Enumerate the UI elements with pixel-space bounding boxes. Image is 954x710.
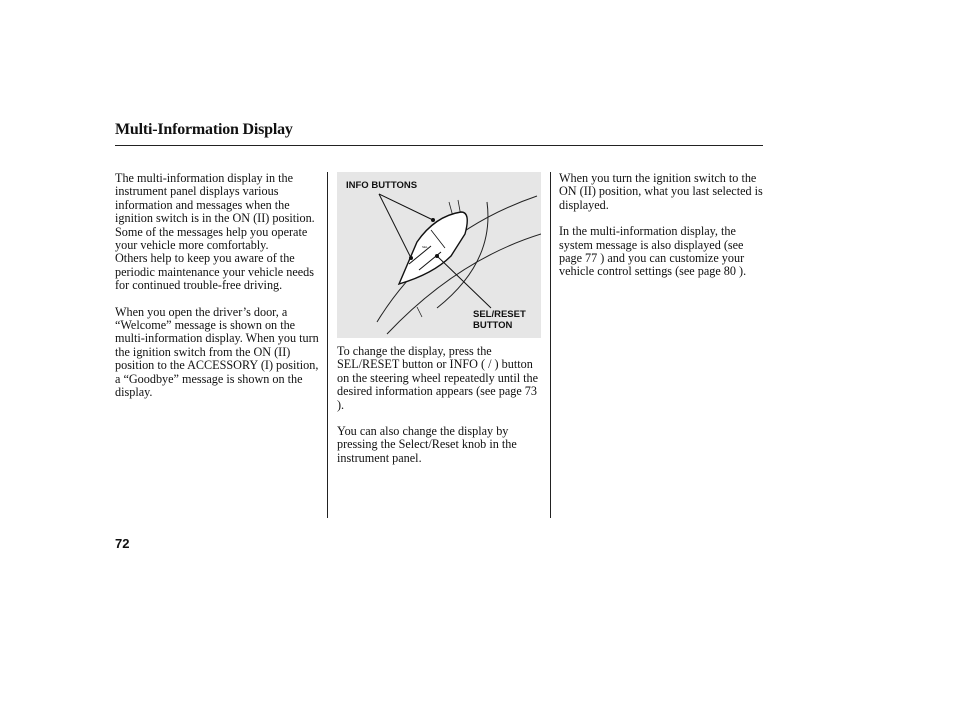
paragraph-change-display: To change the display, press the SEL/RESET button or INFO ( / ) button on the steering wheel repeatedly until the desired information appears (see page 73 ). <box>337 344 539 412</box>
sel-reset-button-label <box>473 309 526 331</box>
paragraph-system-message: In the multi-information display, the system message is also displayed (see page 77 ) and you can customize your vehicle control settings (see page 80 ). <box>559 224 747 279</box>
info-buttons-label: INFO BUTTONS <box>346 180 418 191</box>
svg-text:SEL: SEL <box>422 245 428 249</box>
paragraph-select-knob: You can also change the display by pressing the Select/Reset knob in the instrument panel. <box>337 424 517 465</box>
column-2 <box>337 345 543 478</box>
column-divider-2 <box>550 172 551 518</box>
sel-reset-label-line1: SEL/RESET <box>473 309 526 320</box>
steering-wheel-figure <box>337 172 541 338</box>
paragraph-maintenance: Others help to keep you aware of the periodic maintenance your vehicle needs for continued trouble-free driving. <box>115 251 314 293</box>
column-3 <box>559 172 763 292</box>
paragraph-intro: The multi-information display in the instrument panel displays various information and messages when the ignition switch is in the ON (II) position. Some of the messages help you operate your vehicle more comfortably. <box>115 171 315 253</box>
sel-reset-label-line2: BUTTON <box>473 320 513 331</box>
title-rule <box>115 145 763 146</box>
column-divider-1 <box>327 172 328 518</box>
paragraph-welcome: When you open the driver’s door, a “Welcome” message is shown on the multi-information display. When you turn the ignition switch from the ON (II) position to the ACCESSORY (I) position, a “Goodbye” message is shown on the display. <box>115 304 319 400</box>
page-number: 72 <box>115 536 130 551</box>
page-title: Multi-Information Display <box>115 121 293 138</box>
paragraph-last-selected: When you turn the ignition switch to the ON (II) position, what you last selected is displayed. <box>559 171 763 212</box>
column-1 <box>115 172 321 413</box>
